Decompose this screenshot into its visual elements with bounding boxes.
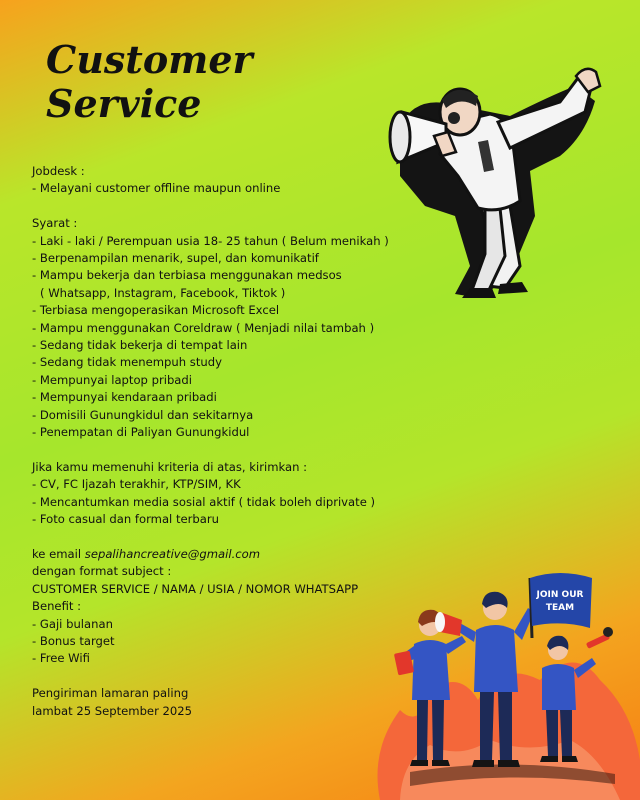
- syarat-item-continued: ( Whatsapp, Instagram, Facebook, Tiktok ): [40, 285, 286, 300]
- syarat-item: - Sedang tidak bekerja di tempat lain: [32, 338, 248, 353]
- jobdesk-item: - Melayani customer offline maupun online: [32, 181, 281, 196]
- kriteria-item: - Foto casual dan formal terbaru: [32, 512, 219, 527]
- subject-format: CUSTOMER SERVICE / NAMA / USIA / NOMOR WHATSAPP: [32, 581, 359, 596]
- syarat-item: - Mampu menggunakan Coreldraw ( Menjadi nilai tambah ): [32, 320, 375, 335]
- title-line-2: Service: [46, 81, 202, 126]
- syarat-item: - Terbiasa mengoperasikan Microsoft Excel: [32, 303, 280, 318]
- deadline-line-1: Pengiriman lamaran paling: [32, 686, 189, 701]
- kriteria-item: - Mencantumkan media sosial aktif ( tidak boleh diprivate ): [32, 494, 376, 509]
- syarat-item: - Laki - laki / Perempuan usia 18- 25 tahun ( Belum menikah ): [32, 233, 389, 248]
- syarat-item: - Mempunyai kendaraan pribadi: [32, 390, 217, 405]
- benefit-item: - Gaji bulanan: [32, 616, 113, 631]
- email-prefix: ke email: [32, 546, 85, 561]
- jobdesk-section: [32, 163, 432, 198]
- flag-text-line-2: TEAM: [545, 603, 575, 613]
- subject-label: dengan format subject :: [32, 564, 172, 579]
- syarat-heading: Syarat :: [32, 216, 78, 231]
- syarat-item: - Berpenampilan menarik, supel, dan komunikatif: [32, 251, 319, 266]
- syarat-section: [32, 215, 432, 441]
- jobdesk-heading: Jobdesk :: [32, 164, 85, 178]
- poster-title: [46, 38, 253, 126]
- team-flag: [530, 573, 592, 638]
- email-address[interactable]: sepalihancreative@gmail.com: [84, 546, 261, 561]
- deadline-line-2: lambat 25 September 2025: [32, 703, 193, 718]
- syarat-item: - Sedang tidak menempuh study: [32, 355, 222, 370]
- benefit-heading: Benefit :: [32, 599, 82, 614]
- team-with-flag-illustration: [370, 560, 640, 800]
- benefit-item: - Free Wifi: [32, 651, 90, 666]
- kriteria-item: - CV, FC Ijazah terakhir, KTP/SIM, KK: [32, 477, 241, 492]
- syarat-item: - Mampu bekerja dan terbiasa menggunakan medsos: [32, 268, 342, 283]
- kriteria-heading: Jika kamu memenuhi kriteria di atas, kirimkan :: [32, 459, 308, 474]
- benefit-item: - Bonus target: [32, 633, 115, 648]
- kriteria-section: [32, 459, 432, 529]
- syarat-item: - Penempatan di Paliyan Gunungkidul: [32, 425, 250, 440]
- syarat-item: - Mempunyai laptop pribadi: [32, 372, 192, 387]
- flag-text-line-1: JOIN OUR: [536, 590, 584, 600]
- title-line-1: Customer: [46, 37, 253, 82]
- syarat-item: - Domisili Gunungkidul dan sekitarnya: [32, 407, 254, 422]
